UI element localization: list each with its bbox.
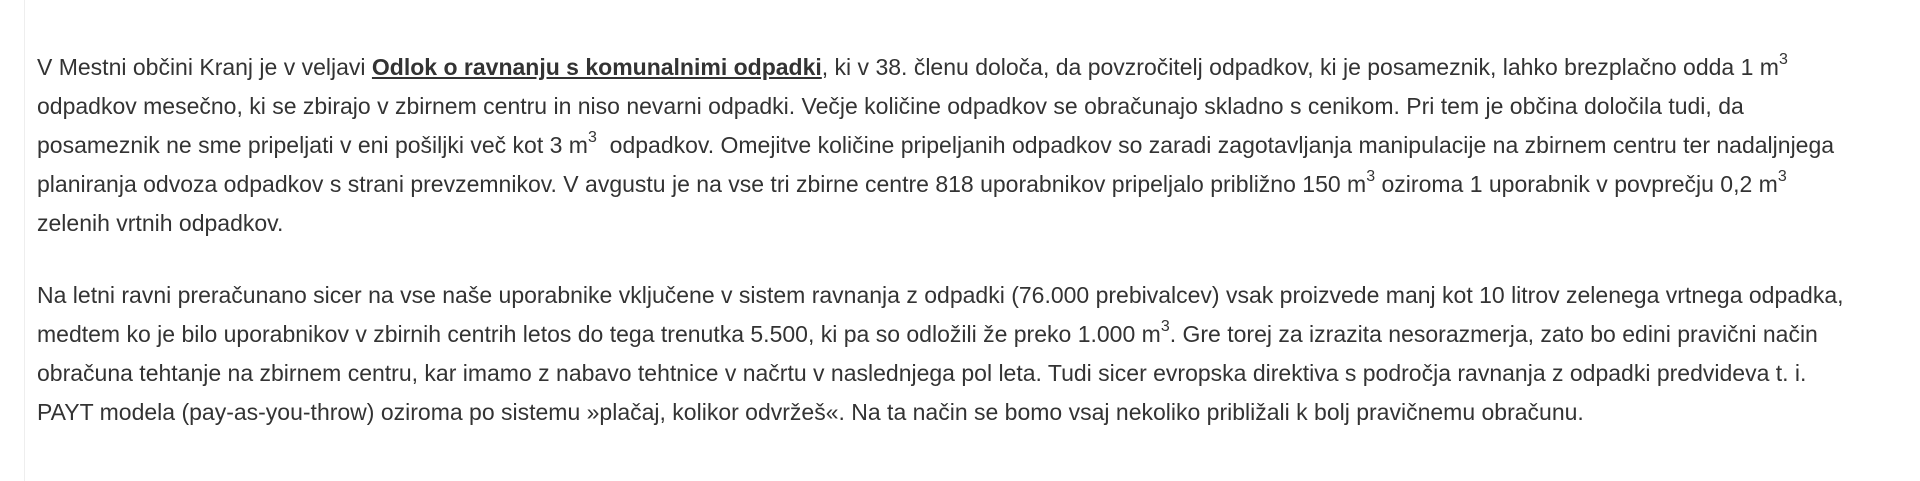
text-span: , ki v 38. členu določa, da povzročitelj odpadkov, ki je posameznik, lahko brezplačno odda 1 m — [821, 54, 1779, 80]
odlok-link[interactable]: Odlok o ravnanju s komunalnimi odpadki — [371, 54, 822, 80]
superscript: 3 — [1778, 51, 1788, 69]
superscript: 3 — [1160, 318, 1170, 336]
paragraph-1 — [37, 48, 1834, 243]
paragraph-2-line-3: obračuna tehtanje na zbirnem centru, kar imamo z nabavo tehtnice v načrtu v naslednjega pol leta. Tudi sicer evropska direktiva s področja ravnanja z odpadki predvideva t. i. — [37, 360, 1807, 386]
text-span: odpadkov. Omejitve količine pripeljanih odpadkov so zaradi zagotavljanja manipulacije na zbirnem centru ter nadaljnjega — [596, 132, 1835, 158]
paragraph-1-line-3 — [37, 126, 1834, 165]
cut-off-text-fragment — [37, 0, 50, 5]
text-span: planiranja odvoza odpadkov s strani prevzemnikov. V avgustu je na vse tri zbirne centre 818 uporabnikov pripeljalo približno 150 m — [37, 171, 1367, 197]
paragraph-2-line-1: Na letni ravni preračunano sicer na vse naše uporabnike vključene v sistem ravnanja z odpadki (76.000 prebivalcev) vsak proizvede manj kot 10 litrov zelenega vrtnega odpadka, — [37, 282, 1844, 308]
text-span: oziroma 1 uporabnik v povprečju 0,2 m — [1375, 171, 1778, 197]
paragraph-2-line-2 — [37, 315, 1844, 354]
superscript: 3 — [1366, 168, 1376, 186]
superscript: 3 — [587, 129, 597, 147]
text-span: posameznik ne sme pripeljati v eni pošiljki več kot 3 m — [37, 132, 588, 158]
paragraph-1-line-2: odpadkov mesečno, ki se zbirajo v zbirnem centru in niso nevarni odpadki. Večje količine odpadkov se obračunajo skladno s cenikom. Pri tem je občina določila tudi, da — [37, 93, 1744, 119]
paragraph-1-line-4 — [37, 165, 1834, 204]
paragraph-1-line-1 — [37, 48, 1834, 87]
left-border-line — [24, 0, 25, 481]
text-span: medtem ko je bilo uporabnikov v zbirnih centrih letos do tega trenutka 5.500, ki pa so odložili že preko 1.000 m — [37, 321, 1161, 347]
superscript: 3 — [1777, 168, 1787, 186]
text-span: V Mestni občini Kranj je v veljavi — [37, 54, 372, 80]
paragraph-1-line-5: zelenih vrtnih odpadkov. — [37, 210, 284, 236]
paragraph-2 — [37, 276, 1844, 432]
text-span: . Gre torej za izrazita nesorazmerja, zato bo edini pravični način — [1169, 321, 1818, 347]
paragraph-2-line-4: PAYT modela (pay-as-you-throw) oziroma po sistemu »plačaj, kolikor odvržeš«. Na ta način se bomo vsaj nekoliko približali k bolj pravičnemu obračunu. — [37, 399, 1584, 425]
